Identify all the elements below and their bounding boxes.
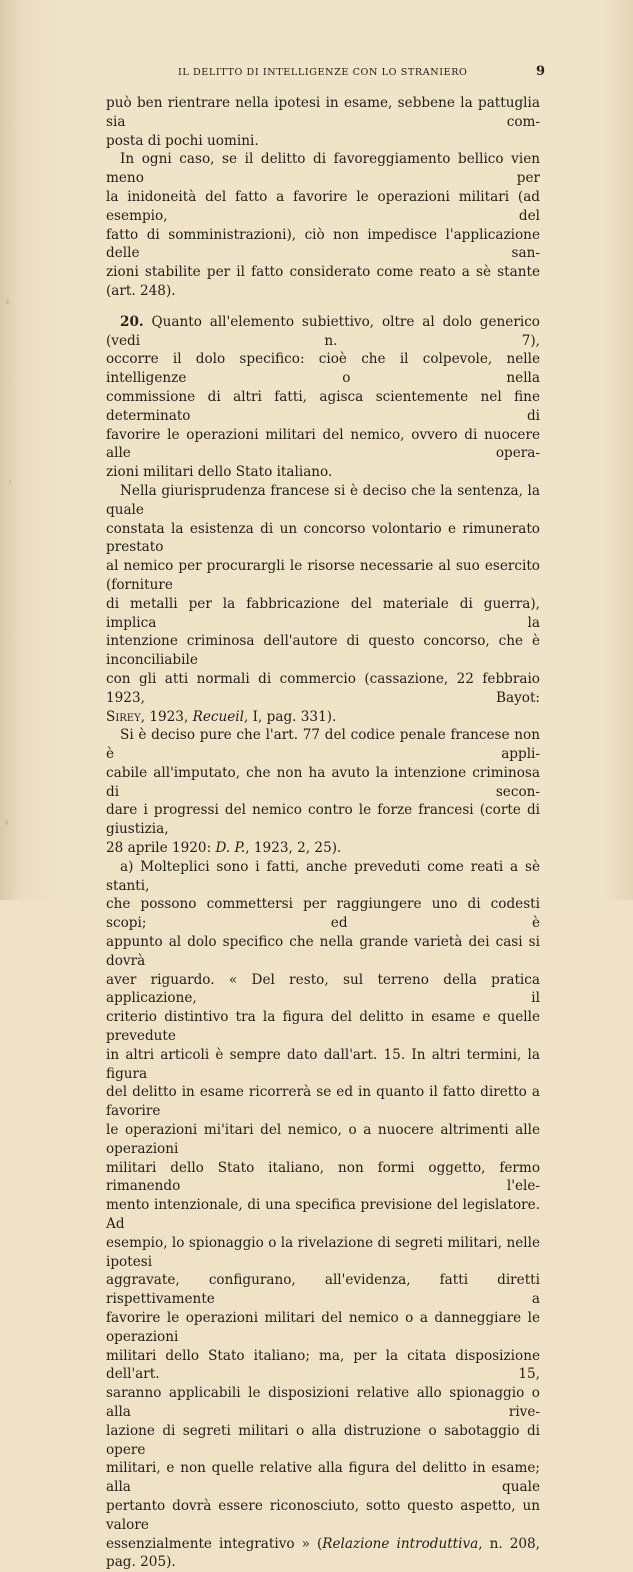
text-line: cabile all'imputato, che non ha avuto la intenzione criminosa di secon- bbox=[106, 764, 540, 800]
text-line: militari dello Stato italiano, non formi oggetto, fermo rimanendo l'ele- bbox=[106, 1159, 540, 1195]
citation-title: Recueil bbox=[192, 708, 244, 725]
citation-author: Sirey bbox=[106, 708, 141, 725]
text-line: criterio distintivo tra la figura del delitto in esame e quelle prevedute bbox=[106, 1009, 540, 1045]
text-line: zioni stabilite per il fatto considerato come reato a sè stante (art. 248). bbox=[106, 264, 540, 299]
paragraph-giurisprudenza bbox=[106, 482, 540, 726]
running-head bbox=[100, 64, 545, 82]
text-span: , n. 208, pag. 205). bbox=[106, 1535, 540, 1571]
text-line: a) Molteplici sono i fatti, anche preveduti come reati a sè stanti, bbox=[106, 858, 540, 894]
paragraph-art77 bbox=[106, 726, 540, 858]
text-line bbox=[106, 313, 540, 351]
text-line: saranno applicabili le disposizioni relative allo spionaggio o alla rive- bbox=[106, 1385, 540, 1420]
text-line: commissione di altri fatti, agisca scientemente nel fine determinato di bbox=[106, 388, 540, 424]
text-line: aver riguardo. « Del resto, sul terreno della pratica applicazione, il bbox=[106, 971, 540, 1007]
text-line: di metalli per la fabbricazione del materiale di guerra), implica la bbox=[106, 595, 540, 631]
text-span: , 1923, 2, 25). bbox=[245, 840, 342, 857]
text-line: appunto al dolo specifico che nella grande varietà dei casi si dovrà bbox=[106, 934, 540, 969]
text-line: con gli atti normali di commercio (cassazione, 22 febbraio 1923, Bayot: bbox=[106, 670, 540, 706]
text-line: aggravate, configurano, all'evidenza, fatti diretti rispettivamente a bbox=[106, 1272, 540, 1308]
text-line: Nella giurisprudenza francese si è deciso che la sentenza, la quale bbox=[106, 482, 540, 518]
text-line: In ogni caso, se il delitto di favoreggiamento bellico vien meno per bbox=[106, 151, 540, 187]
text-span: , 1923, bbox=[140, 708, 193, 725]
section-number: 20. bbox=[120, 313, 144, 330]
text-block bbox=[106, 94, 540, 1572]
text-line: in altri articoli è sempre dato dall'art. 15. In altri termini, la figura bbox=[106, 1046, 540, 1082]
text-line: la inidoneità del fatto a favorire le operazioni militari (ad esempio, del bbox=[106, 188, 540, 224]
citation-source: D. P. bbox=[215, 840, 246, 857]
running-title: IL DELITTO DI INTELLIGENZE CON LO STRANIERO bbox=[178, 67, 468, 78]
text-line bbox=[106, 708, 540, 727]
text-line: che possono commettersi per raggiungere uno di codesti scopi; ed è bbox=[106, 896, 540, 932]
text-line: zioni militari dello Stato italiano. bbox=[106, 464, 333, 481]
text-line bbox=[106, 839, 540, 858]
text-line: lazione di segreti militari o alla distruzione o sabotaggio di opere bbox=[106, 1422, 540, 1458]
text-line: favorire le operazioni militari del nemico, ovvero di nuocere alle opera- bbox=[106, 426, 540, 462]
text-line: può ben rientrare nella ipotesi in esame, sebbene la pattuglia sia com- bbox=[106, 95, 540, 130]
text-line: constata la esistenza di un concorso volontario e rimunerato prestato bbox=[106, 520, 540, 556]
foxing-spot bbox=[6, 300, 9, 304]
section-gap bbox=[106, 301, 540, 313]
text-line: dare i progressi del nemico contro le forze francesi (corte di giustizia, bbox=[106, 802, 540, 838]
paragraph-continuation bbox=[106, 94, 540, 150]
text-line: occorre il dolo specifico: cioè che il colpevole, nelle intelligenze o nella bbox=[106, 351, 540, 387]
text-span: 28 aprile 1920: bbox=[106, 840, 216, 857]
text-line: del delitto in esame ricorrerà se ed in quanto il fatto diretto a favorire bbox=[106, 1084, 540, 1120]
text-line: al nemico per procurargli le risorse necessarie al suo esercito (forniture bbox=[106, 558, 540, 593]
text-line: esempio, lo spionaggio o la rivelazione di segreti militari, nelle ipotesi bbox=[106, 1234, 540, 1270]
text-line: fatto di somministrazioni), ciò non impedisce l'applicazione delle san- bbox=[106, 226, 540, 262]
page-number: 9 bbox=[535, 64, 545, 79]
text-line: militari, e non quelle relative alla figura del delitto in esame; alla quale bbox=[106, 1460, 540, 1496]
text-line: pertanto dovrà essere riconosciuto, sotto questo aspetto, un valore bbox=[106, 1497, 540, 1533]
text-line: posta di pochi uomini. bbox=[106, 132, 259, 149]
paragraph-favoreggiamento bbox=[106, 150, 540, 300]
text-line: le operazioni mi'itari del nemico, o a nuocere altrimenti alle operazioni bbox=[106, 1122, 540, 1157]
text-line: favorire le operazioni militari del nemico o a danneggiare le operazioni bbox=[106, 1310, 540, 1345]
citation-title: Relazione introduttiva bbox=[322, 1535, 479, 1552]
foxing-spot bbox=[9, 480, 11, 483]
text-span: , I, pag. 331). bbox=[243, 708, 337, 725]
text-line: militari dello Stato italiano; ma, per la citata disposizione dell'art. 15, bbox=[106, 1347, 540, 1383]
text-span: Quanto all'elemento subiettivo, oltre al dolo generico (vedi n. 7), bbox=[106, 313, 540, 349]
section-20 bbox=[106, 313, 540, 482]
text-line: Si è deciso pure che l'art. 77 del codice penale francese non è appli- bbox=[106, 727, 540, 763]
foxing-spot bbox=[5, 820, 8, 825]
paragraph-a-molteplici bbox=[106, 858, 540, 1572]
text-span: essenzialmente integrativo » ( bbox=[106, 1535, 323, 1552]
text-line bbox=[106, 1535, 540, 1572]
text-line: intenzione criminosa dell'autore di questo concorso, che è inconciliabile bbox=[106, 633, 540, 669]
text-line: mento intenzionale, di una specifica previsione del legislatore. Ad bbox=[106, 1197, 540, 1233]
